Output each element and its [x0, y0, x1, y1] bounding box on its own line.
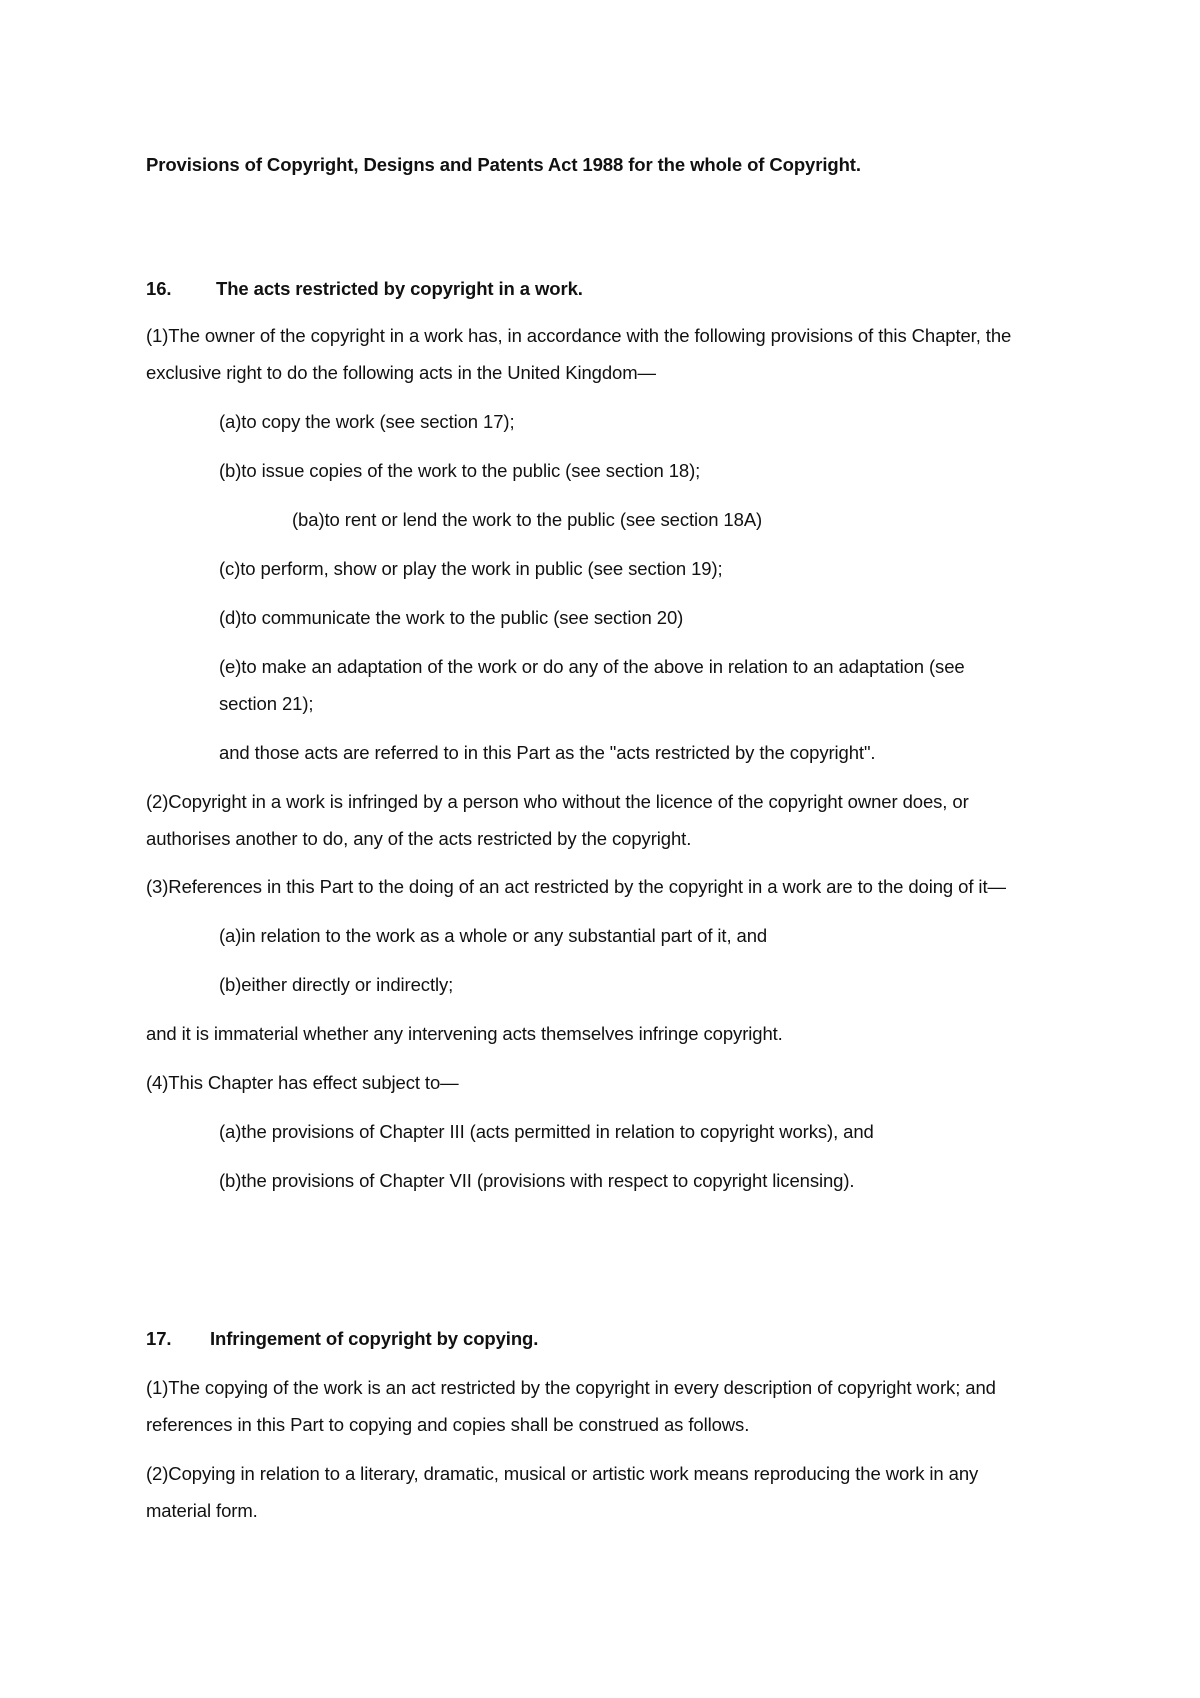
- section-17-line: references in this Part to copying and copies shall be construed as follows.: [146, 1414, 750, 1435]
- section-16-line: (2)Copyright in a work is infringed by a person who without the licence of the copyright owner does, or: [146, 791, 969, 812]
- section-16-line: (3)References in this Part to the doing of an act restricted by the copyright in a work are to the doing of it—: [146, 876, 1006, 897]
- section-16-line: and it is immaterial whether any intervening acts themselves infringe copyright.: [146, 1023, 783, 1044]
- section-16-line: (b)to issue copies of the work to the public (see section 18);: [219, 460, 701, 481]
- section-number: 17.: [146, 1328, 172, 1349]
- section-16-line: (d)to communicate the work to the public (see section 20): [219, 607, 684, 628]
- section-16-line: (ba)to rent or lend the work to the public (see section 18A): [292, 509, 763, 530]
- section-16-line: (1)The owner of the copyright in a work has, in accordance with the following provisions of this Chapter, the: [146, 325, 1012, 346]
- section-16-line: (a)to copy the work (see section 17);: [219, 411, 515, 432]
- section-17-line: material form.: [146, 1500, 258, 1521]
- section-title: Infringement of copyright by copying.: [210, 1328, 539, 1349]
- section-16-line: (b)either directly or indirectly;: [219, 974, 454, 995]
- section-heading-17: [146, 1327, 538, 1351]
- section-16-line: exclusive right to do the following acts in the United Kingdom—: [146, 362, 656, 383]
- section-number: 16.: [146, 278, 172, 299]
- section-16-line: (4)This Chapter has effect subject to—: [146, 1072, 459, 1093]
- section-16-line: and those acts are referred to in this Part as the "acts restricted by the copyright".: [219, 742, 876, 763]
- section-17-line: (1)The copying of the work is an act restricted by the copyright in every description of copyright work; and: [146, 1377, 996, 1398]
- section-title: The acts restricted by copyright in a work.: [216, 278, 583, 299]
- section-16-line: (a)the provisions of Chapter III (acts permitted in relation to copyright works), and: [219, 1121, 874, 1142]
- section-16-line: authorises another to do, any of the acts restricted by the copyright.: [146, 828, 692, 849]
- section-16-line: (a)in relation to the work as a whole or any substantial part of it, and: [219, 925, 768, 946]
- section-16-line: (b)the provisions of Chapter VII (provisions with respect to copyright licensing).: [219, 1170, 855, 1191]
- section-heading-16: [146, 277, 583, 301]
- document-title: Provisions of Copyright, Designs and Patents Act 1988 for the whole of Copyright.: [146, 154, 861, 175]
- section-16-line: (e)to make an adaptation of the work or do any of the above in relation to an adaptation (see: [219, 656, 965, 677]
- section-17-line: (2)Copying in relation to a literary, dramatic, musical or artistic work means reproducing the work in any: [146, 1463, 979, 1484]
- section-16-line: section 21);: [219, 693, 314, 714]
- section-16-line: (c)to perform, show or play the work in public (see section 19);: [219, 558, 723, 579]
